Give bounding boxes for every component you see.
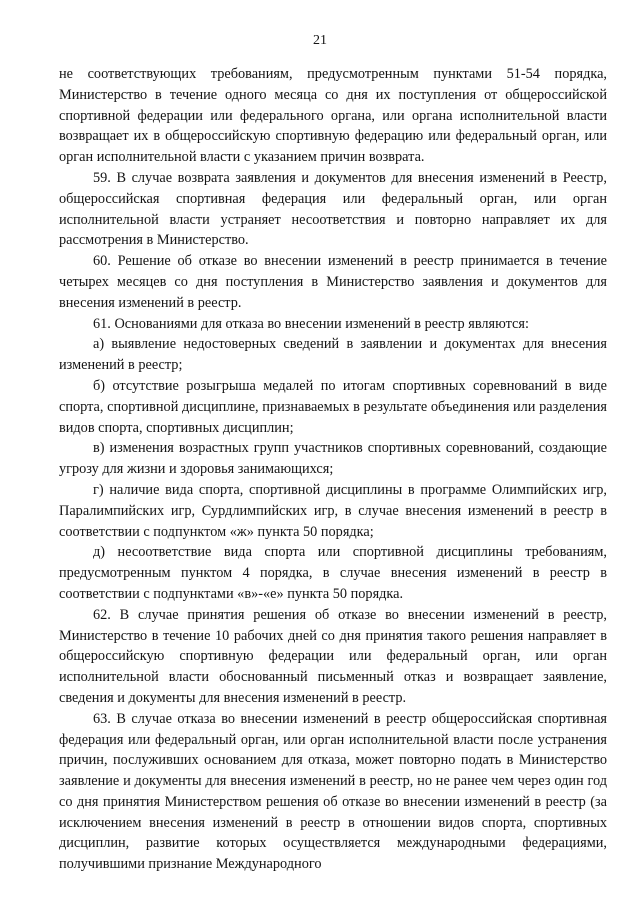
paragraph-continuation: не соответствующих требованиям, предусмотренным пунктами 51-54 порядка, Министерство в течение одного месяца со дня их поступления от общероссийской спортивной федерации или федерального органа, или органа исполнительной власти возвращает их в общероссийскую спортивную федерацию или федеральный орган, или орган исполнительной власти с указанием причин возврата.	[59, 66, 607, 166]
paragraph-60: 60. Решение об отказе во внесении изменений в реестр принимается в течение четырех месяцев со дня поступления в Министерство заявления и документов для внесения изменений в реестр.	[59, 253, 607, 311]
paragraph-63: 63. В случае отказа во внесении изменений в реестр общероссийская спортивная федерация или федеральный орган, или орган исполнительной власти после устранения причин, послуживших основанием для отказа, может повторно подать в Министерство заявление и документы для внесения изменений в реестр, но не ранее чем через один год со дня принятия Министерством решения об отказе во внесении изменений в реестр (за исключением внесения изменений в реестр в отношении видов спорта, спортивных дисциплин, развитие которых осуществляется международными федерациями, получившими признание Международного	[59, 710, 607, 873]
paragraph-62: 62. В случае принятия решения об отказе во внесении изменений в реестр, Министерство в течение 10 рабочих дней со дня принятия такого решения направляет в общероссийскую спортивную федерации или федеральный орган, или орган исполнительной власти обоснованный письменный отказ и возвращает заявление, сведения и документы для внесения изменений в реестр.	[59, 606, 607, 706]
subparagraph-b: б) отсутствие розыгрыша медалей по итогам спортивных соревнований в виде спорта, спортивной дисциплине, признаваемых в результате объединения или разделения видов спорта, спортивных дисциплин;	[59, 377, 607, 436]
subparagraph-a: а) выявление недостоверных сведений в заявлении и документах для внесения изменений в реестр;	[59, 336, 607, 374]
paragraph-61: 61. Основаниями для отказа во внесении изменений в реестр являются:	[93, 315, 529, 332]
document-body	[59, 64, 607, 875]
subparagraph-v: в) изменения возрастных групп участников спортивных соревнований, создающие угрозу для жизни и здоровья занимающихся;	[59, 440, 607, 478]
page-number: 21	[313, 33, 327, 48]
subparagraph-d: д) несоответствие вида спорта или спортивной дисциплины требованиям, предусмотренным пунктом 4 порядка, в случае внесения изменений в реестр в соответствии с подпунктами «в»-«е» пункта 50 порядка.	[59, 544, 607, 602]
subparagraph-g: г) наличие вида спорта, спортивной дисциплины в программе Олимпийских игр, Паралимпийских игр, Сурдлимпийских игр, в случае внесения изменений в реестр в соответствии с подпунктом «ж» пункта 50 порядка;	[59, 481, 607, 540]
paragraph-59: 59. В случае возврата заявления и документов для внесения изменений в Реестр, общероссийская спортивная федерация или федеральный орган, или орган исполнительной власти устраняет несоответствия и повторно направляет их для рассмотрения в Министерство.	[59, 169, 607, 249]
